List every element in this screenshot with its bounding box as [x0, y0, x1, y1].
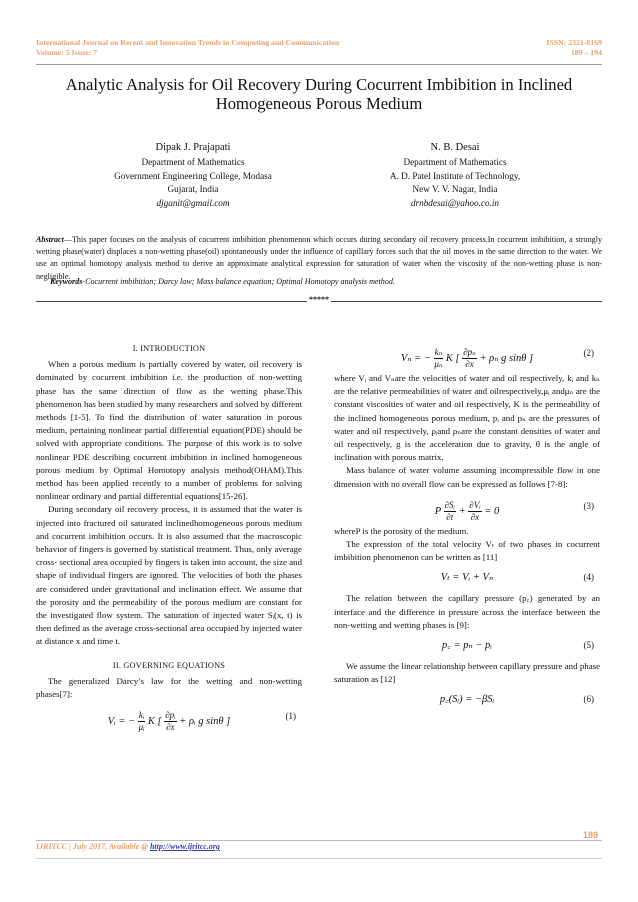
abstract-text: —This paper focuses on the analysis of cocurrent imbibition phenomenon which occurs during secondary oil recovery process.In cocurrent imbibition, a strongly wetting phase(water) displaces a non-wetting phase(oil) spontaneously under the influence of capillary forces such that the oil moves in the same direction to the water. We use an optimal homotopy analysis method to derive an approximate analytical expression for saturation of water when the viscosity of the non-wetting phase is non-negligible.	[36, 235, 602, 281]
section-heading-governing-equations: II. GOVERNING EQUATIONS	[112, 660, 226, 670]
equation-2: Vₙ = − $\frac{\text{kₙ}}{\text{μₙ}}$ K [ $\frac{\text{∂pₙ}}{\partial x}$ + ρₙ g sinθ ] (2)	[400, 347, 594, 369]
paragraph: where Vᵢ and Vₙare the velocities of water and oil respectively, kᵢ and kₙ are the relative permeabilities of water and oilrespectively,μᵢ andμₙ are the constant viscosities of water and oil respectively, K is the permeability of the inclined homogeneous porous medium, pᵢ and pₙ are the pressures of water and oil respectively, ρᵢand ρₙare the constant densities of water and oil respectively, g is the acceleration due to gravity, θ is the angle of inclination with porous matrix.	[334, 373, 600, 463]
footer-rule	[36, 840, 602, 841]
issn: ISSN: 2321-8169	[546, 38, 602, 47]
equation-number: (5)	[583, 640, 594, 651]
right-column	[334, 338, 600, 712]
section-heading-introduction: I. INTRODUCTION	[132, 344, 206, 353]
paragraph: Mass balance of water volume assuming incompressible flow in one dimension with no overall flow can be expressed as follows [7-8]:	[334, 465, 600, 489]
author-place: Gujarat, India	[167, 184, 219, 194]
keywords	[50, 276, 602, 288]
keywords-text: Cocurrent imbibition; Darcy law; Mass balance equation; Optimal Homotopy analysis method.	[85, 277, 395, 286]
separator-stars: *****	[309, 295, 329, 304]
paragraph: When a porous medium is partially covered by water, oil recovery is dominated by cocurrent imbibition i.e. the production of non-wetting phase has the same direction of flow as the wetting phase.This phenomenon has been studied by many researchers and solved by different methods [1-5]. To find the distribution of water saturation in porous medium, pertaining nonlinear partial differential equation(PDE) should be solved with appropriate conditions. The purpose of this work is to solve nonlinear PDE describing cocurrent imbibition in inclined homogeneous porous medium by Optimal Homotopy analysis method(OHAM).This method has been applied recently to a number of problems for solving nonlinear ordinary and partial differential equations[15-26].	[36, 359, 302, 502]
equation-number: (6)	[583, 694, 594, 705]
paragraph: whereP is the porosity of the medium.	[334, 525, 469, 536]
footer-link[interactable]: http://www.ijritcc.org	[149, 842, 220, 851]
author-institution: A. D. Patel Institute of Technology,	[389, 170, 521, 181]
equation-5: p꜀ = pₙ − pᵢ (5)	[442, 640, 594, 652]
paragraph: The expression of the total velocity Vₜ of two phases in cocurrent imbibition phenomenon can be written as [11]	[334, 539, 600, 563]
author-name: Dipak J. Prajapati	[155, 142, 231, 153]
section-separator	[36, 296, 602, 306]
journal-name: International Journal on Recent and Innovation Trends in Computing and Communication	[36, 38, 340, 47]
author-dept: Department of Mathematics	[403, 157, 507, 167]
equation-number: (2)	[583, 348, 594, 358]
equation-6: p꜀(Sᵢ) = −βSᵢ (6)	[439, 694, 594, 706]
author-email[interactable]: djganit@gmail.com	[156, 197, 230, 208]
paragraph: We assume the linear relationship between capillary pressure and phase saturation as [12]	[334, 661, 600, 685]
footer-text: IJRITCC | July 2017, Available @	[36, 842, 150, 851]
author-place: New V. V. Nagar, India	[412, 184, 498, 194]
author-block-1	[58, 140, 328, 210]
paragraph: The relation between the capillary pressure (p꜀) generated by an interface and the difference in pressure across the interface between the non-wetting and wetting phases is [9]:	[334, 593, 600, 630]
author-institution: Government Engineering College, Modasa	[114, 170, 272, 181]
paragraph: During secondary oil recovery process, it is assumed that the water is injected into fractured oil saturated inclinedhomogeneous porous medium and cocurrent imbibition occurs. It is also assumed that the macroscopic behavior of fingers is governed by statistical treatment. Thus, only average cross- sectional area occupied by fingers is taken into account, the size and shape of individual fingers are ignored. The velocities of both the phases are considered under gravitational and inclination effect. We assume that the porosity and the permeability of the porous medium are constant for the investigated flow system. The saturation of injected water Sᵢ(x, t) is then defined as the average cross-sectional area occupied by injected water at distance x and time t.	[36, 504, 302, 647]
volume-issue: Volume: 5 Issue: 7	[36, 48, 98, 57]
page-number: 189	[582, 830, 598, 840]
footer	[36, 842, 220, 851]
author-dept: Department of Mathematics	[141, 157, 245, 167]
equation-3: P $\frac{\text{∂Sᵢ}}{\partial t}$ + $\frac{\text{∂Vᵢ}}{\partial x}$ = 0 (3)	[434, 499, 594, 522]
equation-number: (1)	[285, 711, 296, 722]
author-block-2	[320, 140, 590, 210]
keywords-label: Keywords-	[50, 277, 86, 286]
equation-1: Vᵢ = − $\frac{\text{kᵢ}}{\text{μᵢ}}$ K [ $\frac{\text{∂pᵢ}}{\partial x}$ + ρᵢ g sinθ ] (1)	[107, 710, 296, 733]
author-email[interactable]: drnbdesai@yahoo.co.in	[410, 197, 500, 208]
paper-title: Analytic Analysis for Oil Recovery During Cocurrent Imbibition in Inclined Homogeneous Porous Medium	[65, 75, 573, 113]
author-name: N. B. Desai	[430, 142, 480, 153]
left-column	[36, 342, 302, 735]
equation-number: (4)	[583, 572, 594, 583]
header-rule	[36, 64, 602, 65]
abstract-label: Abstract	[36, 235, 64, 244]
equation-4: Vₜ = Vᵢ + Vₙ (4)	[440, 572, 594, 584]
footer-bottom-rule	[36, 858, 602, 859]
page-range: 189 – 194	[570, 48, 602, 57]
paragraph: The generalized Darcy’s law for the wetting and non-wetting phases[7]:	[36, 675, 302, 700]
running-header	[36, 38, 602, 58]
equation-number: (3)	[583, 500, 594, 511]
